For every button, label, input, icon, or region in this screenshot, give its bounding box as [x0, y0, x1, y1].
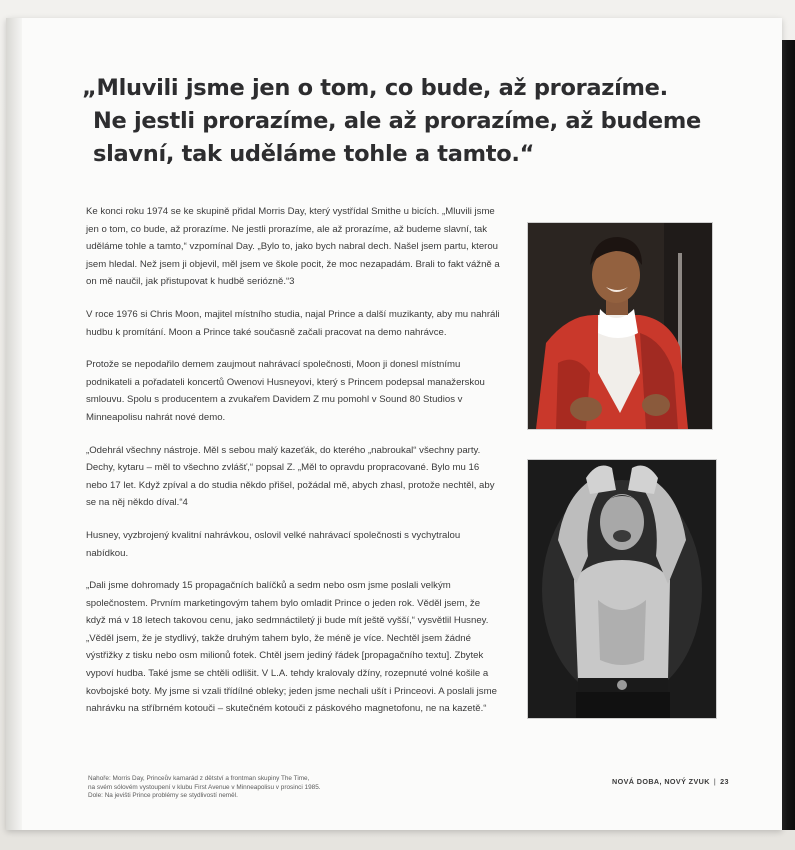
photo-prince-stage: [527, 459, 717, 719]
paragraph: „Dali jsme dohromady 15 propagačních balíčků a sedm nebo osm jsme poslali velkým společnostem. Prvním marketingovým tahem bylo omladit Prince o jeden rok. Věděl jsem, že když má v 18 letech takovou cenu, jako sedmnáctiletý ji bude mít ještě vyšší,“ vysvětlil Husney. „Věděl jsem, že je stydlivý, takže druhým tahem bylo, že méně je více. Nechtěl jsem žádné výstřižky z tisku nebo osm milionů fotek. Chtěl jsem jediný řádek [propagačního textu]. Zbytek vypoví hudba. Také jsme se chtěli odlišit. V L.A. tehdy kralovaly džíny, rozepnuté volné košile a kovbojské boty. My jsme si vzali třídílné obleky; jeden jsme nechali ušít i Princeovi. A poslali jsme nahrávku na stříbrném kotouči – skutečném kotouči z páskového magnetofonu, ne na kazetě.“: [86, 580, 497, 715]
page-footer: [612, 777, 729, 786]
photo-prince-stage-illustration: [528, 460, 716, 718]
paragraph: Ke konci roku 1974 se ke skupině přidal Morris Day, který vystřídal Smithe u bicích. „Mluvili jsme jen o tom, co bude, až prorazíme. Ne jestli prorazíme, ale až prorazíme, až budeme slavní, tak uděláme tohle a tamto,“ vzpomínal Day. „Bylo to, jako bych nabral dech. Našel jsem partu, kterou jsem hledal. Než jsem ji objevil, měl jsem ve škole pocit, že moc nezapadám. Brali to fakt vážně a on mě naučil, jak přistupovat k hudbě seriózně.“3: [86, 206, 500, 288]
running-header: NOVÁ DOBA, NOVÝ ZVUK: [612, 777, 710, 786]
paragraph: V roce 1976 si Chris Moon, majitel místního studia, najal Prince a další muzikanty, aby mu nahráli hudbu k promítání. Moon a Prince také současně začali pracovat na demo nahrávce.: [86, 308, 500, 338]
article-body: [86, 203, 501, 733]
photo-caption: [88, 775, 408, 801]
caption-line: Nahoře: Morris Day, Princeův kamarád z dětství a frontman skupiny The Time,: [88, 775, 310, 782]
photo-morris-day: [527, 222, 713, 430]
pull-quote-line: slavní, tak uděláme tohle a tamto.“: [93, 141, 535, 167]
paragraph: Protože se nepodařilo demem zaujmout nahrávací společnosti, Moon ji donesl místnímu podnikateli a pořadateli koncertů Owenovi Husneyovi, který s Princem podepsal manažerskou smlouvu. Spolu s producentem a zvukařem Davidem Z mu pomohl v Sound 80 Studios v Minneapolisu nahrát nové demo.: [86, 359, 485, 423]
caption-line: Dole: Na jevišti Prince problémy se stydlivostí neměl.: [88, 792, 238, 800]
paragraph: Husney, vyzbrojený kvalitní nahrávkou, oslovil velké nahrávací společnosti s vychytralou nabídkou.: [86, 529, 461, 559]
paragraph: „Odehrál všechny nástroje. Měl s sebou malý kazeťák, do kterého „nabroukal“ všechny party. Dechy, kytaru – měl to všechno zvlášť,“ popsal Z. „Měl to opravdu propracované. Bylo mu 16 nebo 17 let. Když zpíval a do studia někdo přišel, požádal mě, abych zhasl, protože nechtěl, aby se na něj někdo díval.“4: [86, 444, 495, 509]
pull-quote-line: Ne jestli prorazíme, ale až prorazíme, až budeme: [93, 108, 701, 134]
photo-morris-day-illustration: [528, 223, 712, 429]
pull-quote-line: „Mluvili jsme jen o tom, co bude, až prorazíme.: [82, 75, 668, 101]
pull-quote: [82, 72, 722, 171]
page-number: 23: [720, 777, 729, 786]
caption-line: na svém sólovém vystoupení v klubu First Avenue v Minneapolisu v prosinci 1985.: [88, 783, 321, 791]
footer-separator: |: [713, 777, 717, 786]
page-gutter: [6, 18, 22, 830]
